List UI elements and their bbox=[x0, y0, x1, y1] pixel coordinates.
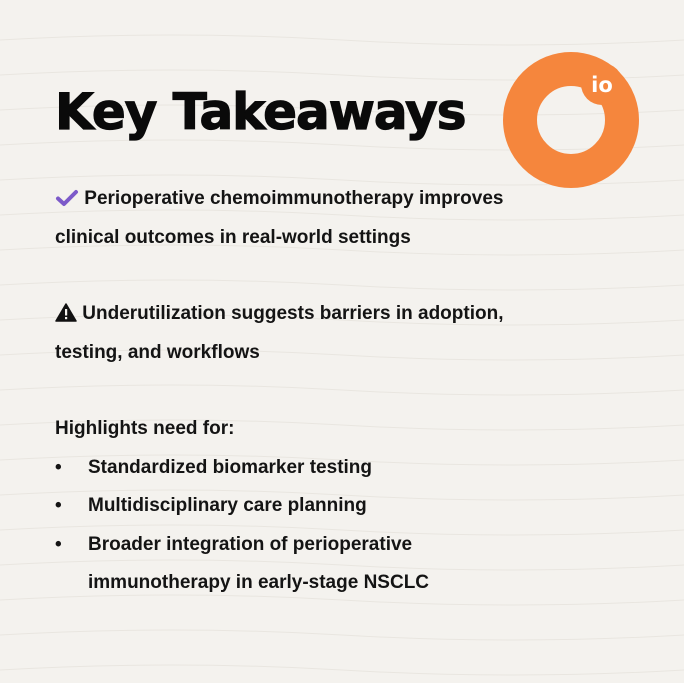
list-item-text: Multidisciplinary care planning bbox=[88, 495, 367, 516]
list-item-text: Standardized biomarker testing bbox=[88, 456, 373, 478]
io-logo bbox=[502, 51, 640, 189]
bullet-dot-icon: • bbox=[55, 495, 62, 516]
takeaway-item bbox=[55, 180, 515, 257]
bullet-dot-icon: • bbox=[55, 533, 62, 555]
warning-icon bbox=[55, 303, 77, 322]
check-mark-icon bbox=[55, 189, 79, 207]
highlights-heading: Highlights need for: bbox=[55, 418, 235, 439]
takeaways-content bbox=[55, 180, 515, 603]
takeaway-text: Perioperative chemoimmunotherapy improves clinical outcomes in real-world settings bbox=[55, 188, 504, 248]
highlights-list bbox=[55, 449, 515, 603]
list-item-text: Broader integration of perioperative immunotherapy in early-stage NSCLC bbox=[88, 533, 430, 593]
bullet-dot-icon: • bbox=[55, 456, 62, 478]
list-item bbox=[55, 449, 515, 488]
page-title: Key Takeaways bbox=[55, 83, 466, 141]
list-item bbox=[55, 526, 515, 603]
takeaway-item bbox=[55, 295, 515, 372]
logo-text: io bbox=[591, 73, 613, 97]
takeaway-text: Underutilization suggests barriers in adoption, testing, and workflows bbox=[55, 303, 504, 363]
list-item bbox=[55, 487, 515, 526]
